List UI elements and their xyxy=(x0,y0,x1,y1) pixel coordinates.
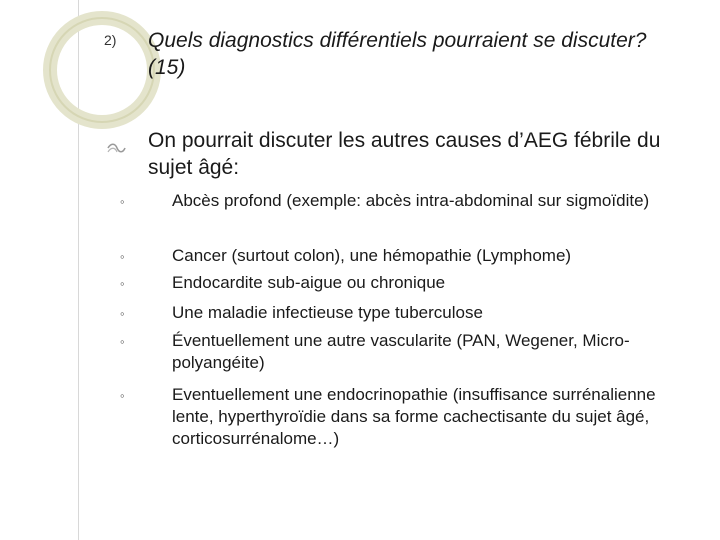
circle-bullet-icon: ◦ xyxy=(120,306,125,321)
decorative-ring-graphic xyxy=(0,0,162,150)
list-item-text: Une maladie infectieuse type tuberculose xyxy=(172,303,483,322)
main-point-text: On pourrait discuter les autres causes d’AEG fébrile du sujet âgé: xyxy=(148,129,661,179)
list-item-text: Cancer (surtout colon), une hémopathie (Lymphome) xyxy=(172,246,572,265)
circle-bullet-icon: ◦ xyxy=(120,334,125,349)
circle-bullet-icon: ◦ xyxy=(120,194,125,209)
circle-bullet-icon: ◦ xyxy=(120,249,125,264)
circle-bullet-icon: ◦ xyxy=(120,276,125,291)
question-title: Quels diagnostics différentiels pourraient se discuter? (15) xyxy=(148,29,647,79)
list-item-text: Endocardite sub-aigue ou chronique xyxy=(172,273,446,292)
list-item-text: Eventuellement une endocrinopathie (insuffisance surrénalienne lente, hyperthyroïdie dans sa forme cachectisante du sujet âgé, corticosurrénalome…) xyxy=(172,385,656,448)
question-number: 2) xyxy=(104,32,117,48)
circle-bullet-icon: ◦ xyxy=(120,388,125,403)
list-item-text: Abcès profond (exemple: abcès intra-abdominal sur sigmoïdite) xyxy=(172,191,650,210)
curly-bullet-icon xyxy=(106,141,126,155)
list-item-text: Éventuellement une autre vascularite (PAN, Wegener, Micro-polyangéite) xyxy=(172,331,630,372)
